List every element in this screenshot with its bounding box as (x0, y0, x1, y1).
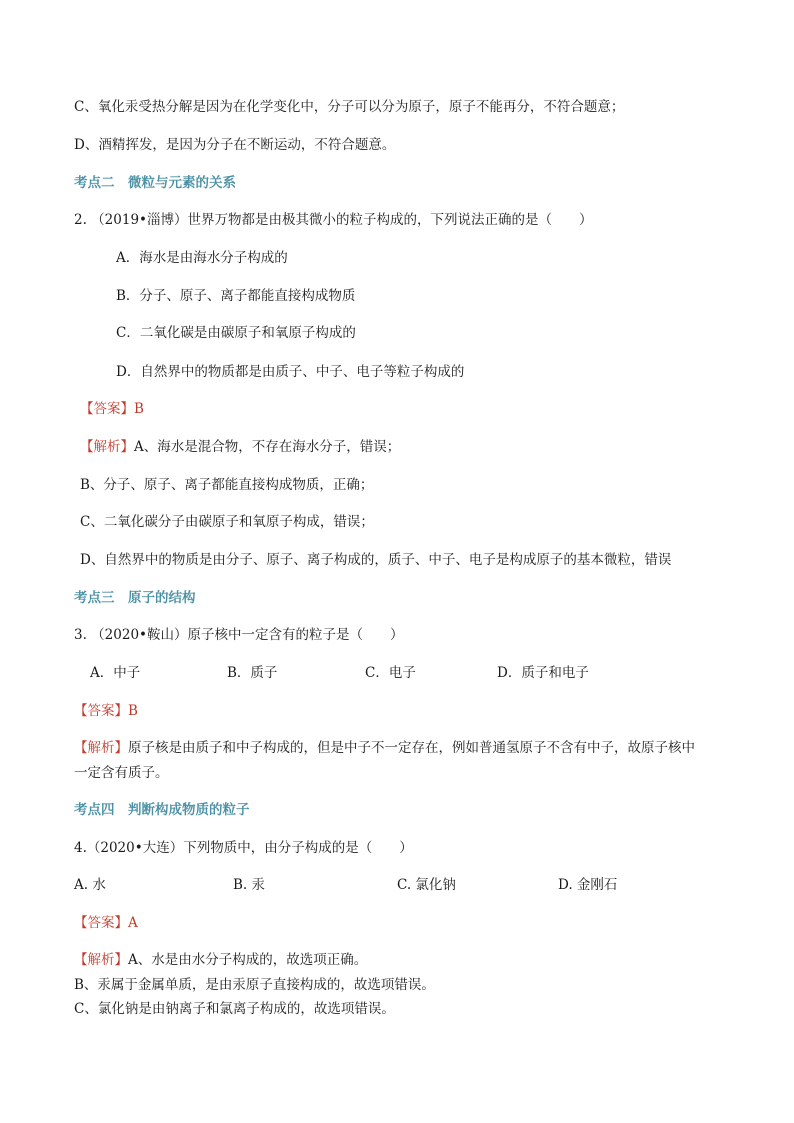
q2-option-c: C．二氧化碳是由碳原子和氧原子构成的 (116, 325, 356, 341)
analysis-label: 【解析】 (80, 439, 134, 455)
answer-value: B (134, 401, 144, 417)
q2-option-d: D．自然界中的物质都是由质子、中子、电子等粒子构成的 (116, 364, 465, 380)
q4-option-d: D. 金刚石 (558, 877, 618, 893)
q3-analysis-line: 一定含有质子。 (74, 765, 169, 781)
q4-option-b: B. 汞 (233, 877, 266, 893)
q4-stem: 4.（2020•大连）下列物质中，由分子构成的是（ ） (74, 840, 413, 856)
q2-analysis-line (80, 437, 400, 457)
q4-analysis-line: C、氯化钠是由钠离子和氯离子构成的，故选项错误。 (74, 1001, 395, 1017)
q3-option-d: D．质子和电子 (497, 665, 589, 681)
q2-option-b: B．分子、原子、离子都能直接构成物质 (116, 288, 356, 304)
q3-stem: 3. （2020•鞍山）原子核中一定含有的粒子是（ ） (74, 627, 404, 643)
answer-value: A (128, 915, 138, 931)
q3-option-b: B．质子 (227, 665, 278, 681)
q4-analysis-line (74, 950, 367, 970)
q2-answer (80, 399, 144, 419)
q2-analysis-line: B、分子、原子、离子都能直接构成物质，正确； (80, 477, 374, 493)
analysis-text: A、海水是混合物，不存在海水分子，错误； (134, 439, 401, 455)
analysis-text: 原子核是由质子和中子构成的，但是中子不一定存在，例如普通氢原子不含有中子，故原子核中 (128, 740, 695, 756)
q2-option-a: A．海水是由海水分子构成的 (116, 250, 288, 266)
section-heading-4: 考点四 判断构成物质的粒子 (74, 802, 250, 818)
q3-option-a: A．中子 (90, 665, 141, 681)
q2-stem: 2. （2019•淄博）世界万物都是由极其微小的粒子构成的，下列说法正确的是（ ） (74, 212, 593, 228)
analysis-text: A、水是由水分子构成的，故选项正确。 (128, 952, 368, 968)
answer-label: 【答案】 (74, 915, 128, 931)
q3-answer (74, 701, 138, 721)
section-heading-2: 考点二 微粒与元素的关系 (74, 175, 236, 191)
q3-option-c: C．电子 (365, 665, 416, 681)
answer-label: 【答案】 (80, 401, 134, 417)
q3-analysis-line (74, 738, 695, 758)
q4-option-a: A. 水 (74, 877, 106, 893)
q4-answer (74, 913, 138, 933)
answer-value: B (128, 703, 138, 719)
q4-option-c: C. 氯化钠 (397, 877, 456, 893)
q2-analysis-line: C、二氧化碳分子由碳原子和氧原子构成，错误； (80, 514, 374, 530)
q2-analysis-line: D、自然界中的物质是由分子、原子、离子构成的，质子、中子、电子是构成原子的基本微粒，错误 (80, 552, 672, 568)
analysis-label: 【解析】 (74, 740, 128, 756)
q1-option-c-analysis: C、氧化汞受热分解是因为在化学变化中，分子可以分为原子，原子不能再分，不符合题意； (74, 99, 625, 115)
q4-analysis-line: B、汞属于金属单质，是由汞原子直接构成的，故选项错误。 (74, 977, 435, 993)
section-heading-3: 考点三 原子的结构 (74, 590, 196, 606)
answer-label: 【答案】 (74, 703, 128, 719)
analysis-label: 【解析】 (74, 952, 128, 968)
q1-option-d-analysis: D、酒精挥发，是因为分子在不断运动，不符合题意。 (74, 137, 396, 153)
